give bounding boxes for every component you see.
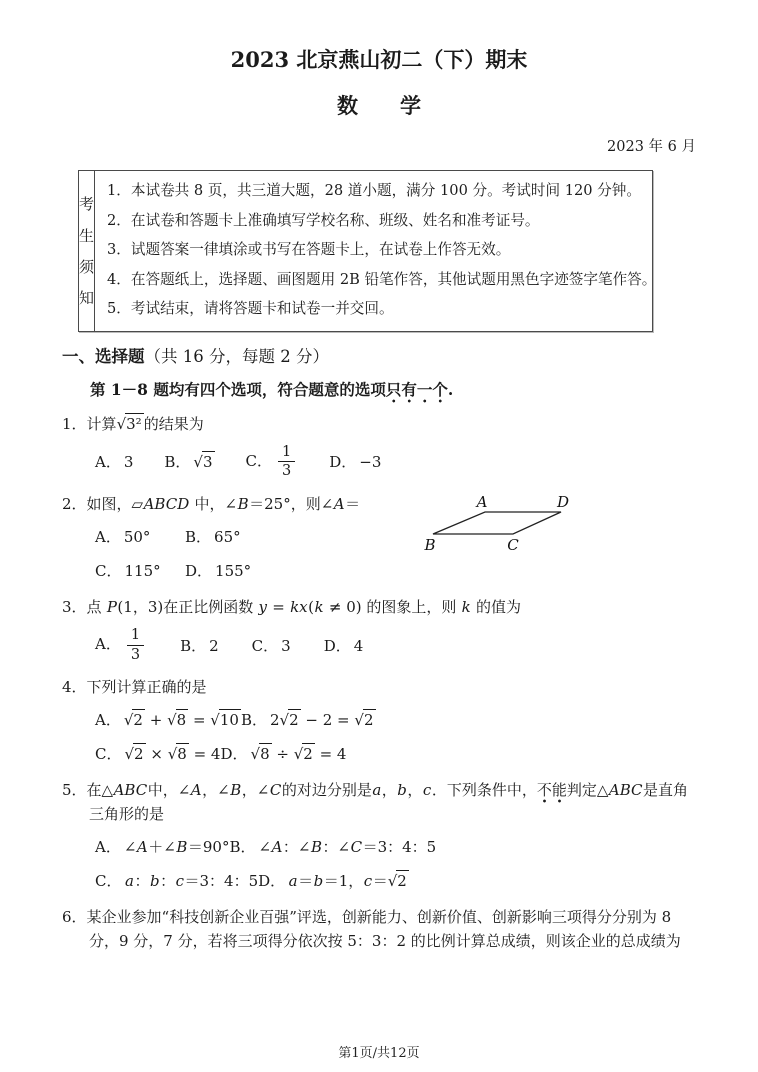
question-stem (62, 412, 696, 436)
notice-side-char: 生 (79, 226, 95, 245)
sqrt-expression: √8 (250, 745, 270, 764)
question-number: 2． (62, 494, 87, 513)
question-1 (62, 412, 696, 481)
notice-item-4: 4．在答题纸上，选择题、画图题用 2B 铅笔作答，其他试题用黑色字迹签字笔作答。 (107, 270, 657, 288)
question-stem-text: 如图，▱ABCD 中，∠B＝25°，则∠A＝ (86, 494, 361, 513)
option-text (275, 443, 298, 480)
vertex-label: C (507, 535, 519, 554)
sqrt-expression: √2 (354, 711, 374, 730)
option-D (258, 868, 409, 894)
option-label: C． (245, 451, 273, 470)
option-label: A． (95, 453, 121, 472)
option-D (220, 741, 346, 767)
option-C (252, 635, 291, 656)
questions (62, 412, 696, 954)
options-row (62, 740, 696, 767)
question-stem (62, 675, 696, 699)
option-D (324, 635, 364, 656)
options-row (62, 443, 696, 481)
option-text: a：b：c＝3：4：5 (124, 872, 259, 891)
option-label: C． (251, 636, 279, 655)
question-stem-text: 点 P(1，3)在正比例函数 y = kx(k ≠ 0) 的图象上，则 k 的值为 (86, 597, 522, 616)
option-D (185, 558, 251, 584)
option-text (193, 453, 214, 471)
option-label: D． (323, 636, 351, 655)
options-row (62, 833, 696, 860)
option-text: 50° (123, 527, 151, 546)
page-footer: 第1页/共12页 (338, 1046, 420, 1061)
option-text: 3 (281, 636, 291, 655)
option-A (95, 626, 147, 664)
option-B (180, 635, 219, 656)
question-stem (62, 492, 696, 516)
notice-side-char: 知 (79, 289, 95, 308)
option-A (95, 834, 229, 860)
notice-item-3: 3．试题答案一律填涂或书写在答题卡上，在试卷上作答无效。 (107, 241, 511, 258)
option-D (329, 451, 381, 472)
option-label: C． (95, 872, 122, 891)
option-A (95, 524, 185, 550)
question-number: 4． (62, 678, 87, 697)
question-2 (62, 492, 696, 584)
notice-side-char: 考 (79, 195, 95, 214)
fraction: $\frac{1}{3}$ (127, 627, 144, 663)
option-label: D． (329, 453, 357, 472)
option-text: 2 (209, 636, 219, 655)
options-row (62, 523, 696, 550)
question-stem-text: 某企业参加“科技创新企业百强”评选，创新能力、创新价值、创新影响三项得分分别为 8 分，9 分，7 分，若将三项得分依次按 5：3：2 的比例计算总成绩，则该企业的总成绩为 (86, 908, 681, 951)
option-label: D． (185, 561, 213, 580)
option-label: B． (164, 453, 191, 472)
option-C (95, 868, 258, 894)
sqrt-expression: √2 (123, 711, 143, 730)
question-3 (62, 595, 696, 664)
parallelogram-figure (422, 494, 574, 554)
options-row (62, 626, 696, 664)
option-text: ∠A＋∠B＝90° (123, 838, 230, 857)
section-heading (62, 345, 696, 368)
option-text: √8 ÷ √2 = 4 (250, 745, 347, 764)
option-text: 2√2 − 2 = √2 (269, 711, 374, 730)
sqrt-expression: √10 (210, 711, 239, 730)
exam-date: 2023 年 6 月 (607, 139, 696, 155)
question-figure (422, 494, 574, 558)
option-text: 65° (214, 527, 241, 546)
sqrt-expression: √3² (116, 414, 142, 433)
option-text: 4 (353, 636, 364, 655)
question-number: 5． (62, 781, 87, 800)
vertex-label: A (476, 493, 488, 511)
option-B (185, 524, 241, 550)
options-row (62, 867, 696, 894)
option-text: 115° (124, 561, 161, 580)
option-label: A． (95, 711, 121, 730)
question-number: 1． (62, 414, 87, 433)
page-title: 2023 北京燕山初二（下）期末 (230, 47, 528, 72)
question-number: 3． (62, 597, 87, 616)
options-row (62, 557, 696, 584)
option-label: B． (185, 527, 212, 546)
notice-items (95, 171, 664, 331)
option-label: C． (95, 745, 122, 764)
option-label: B． (180, 636, 207, 655)
question-5 (62, 778, 696, 894)
option-C (95, 558, 185, 584)
question-stem-text: 下列计算正确的是 (86, 678, 207, 697)
notice-item-1: 1．本试卷共 8 页，共三道大题，28 道小题，满分 100 分。考试时间 120 分钟。 (107, 182, 641, 199)
option-label: A． (95, 838, 121, 857)
option-text: ∠A：∠B：∠C＝3：4：5 (258, 838, 437, 857)
sqrt-expression: √8 (167, 745, 187, 764)
notice-side-char: 须 (79, 257, 95, 276)
option-label: C． (95, 561, 122, 580)
question-stem-text: 计算√3² 的结果为 (86, 414, 204, 433)
question-stem-text: 在△ABC中，∠A，∠B，∠C的对边分别是a，b，c．下列条件中，不能判定△ABC是直角三角形的是 (86, 781, 689, 824)
option-A (95, 707, 241, 733)
sqrt-expression: √8 (167, 711, 187, 730)
options-row (62, 706, 696, 733)
option-label: D． (220, 745, 248, 764)
option-text: a＝b＝1，c＝√2 (288, 872, 407, 891)
option-label: A． (95, 635, 121, 654)
option-text: √2 × √8 = 4 (124, 745, 221, 764)
question-6 (62, 905, 696, 953)
option-B (229, 834, 436, 860)
notice-side-label (79, 171, 95, 331)
question-stem (62, 778, 696, 826)
option-B (241, 707, 376, 733)
fraction: $\frac{1}{3}$ (278, 444, 295, 480)
sqrt-expression: √2 (293, 745, 313, 764)
option-label: B． (240, 711, 267, 730)
vertex-label: D (556, 493, 570, 511)
option-label: D． (258, 872, 286, 891)
option-label: A． (95, 527, 121, 546)
section-note: 第 1－8 题均有四个选项，符合题意的选项只有一个. (62, 378, 696, 401)
option-A (95, 451, 133, 472)
subject-title: 数 学 (337, 93, 421, 118)
notice-item-5: 5．考试结束，请将答题卡和试卷一并交回。 (107, 300, 394, 317)
question-4 (62, 675, 696, 767)
sqrt-expression: √2 (124, 745, 144, 764)
option-C (246, 443, 299, 481)
sqrt-expression: √2 (279, 711, 299, 730)
option-B (164, 451, 214, 472)
option-text: 3 (123, 453, 134, 472)
option-C (95, 741, 220, 767)
question-stem (62, 905, 696, 953)
notice-box (78, 170, 657, 332)
option-text (124, 626, 147, 663)
option-label: B． (229, 838, 256, 857)
question-number: 6． (62, 908, 87, 927)
sqrt-expression: √2 (387, 872, 407, 891)
section-heading-rest: （共 16 分，每题 2 分） (144, 346, 329, 366)
question-stem (62, 595, 696, 619)
section-heading-bold: 一、选择题 (62, 346, 145, 366)
option-text: −3 (359, 453, 382, 472)
sqrt-expression: √3 (193, 453, 213, 472)
vertex-label: B (424, 535, 436, 554)
notice-item-2: 2．在试卷和答题卡上准确填写学校名称、班级、姓名和准考证号。 (107, 211, 540, 229)
option-text: 155° (215, 561, 252, 580)
option-text: √2 + √8 = √10 (123, 711, 239, 730)
